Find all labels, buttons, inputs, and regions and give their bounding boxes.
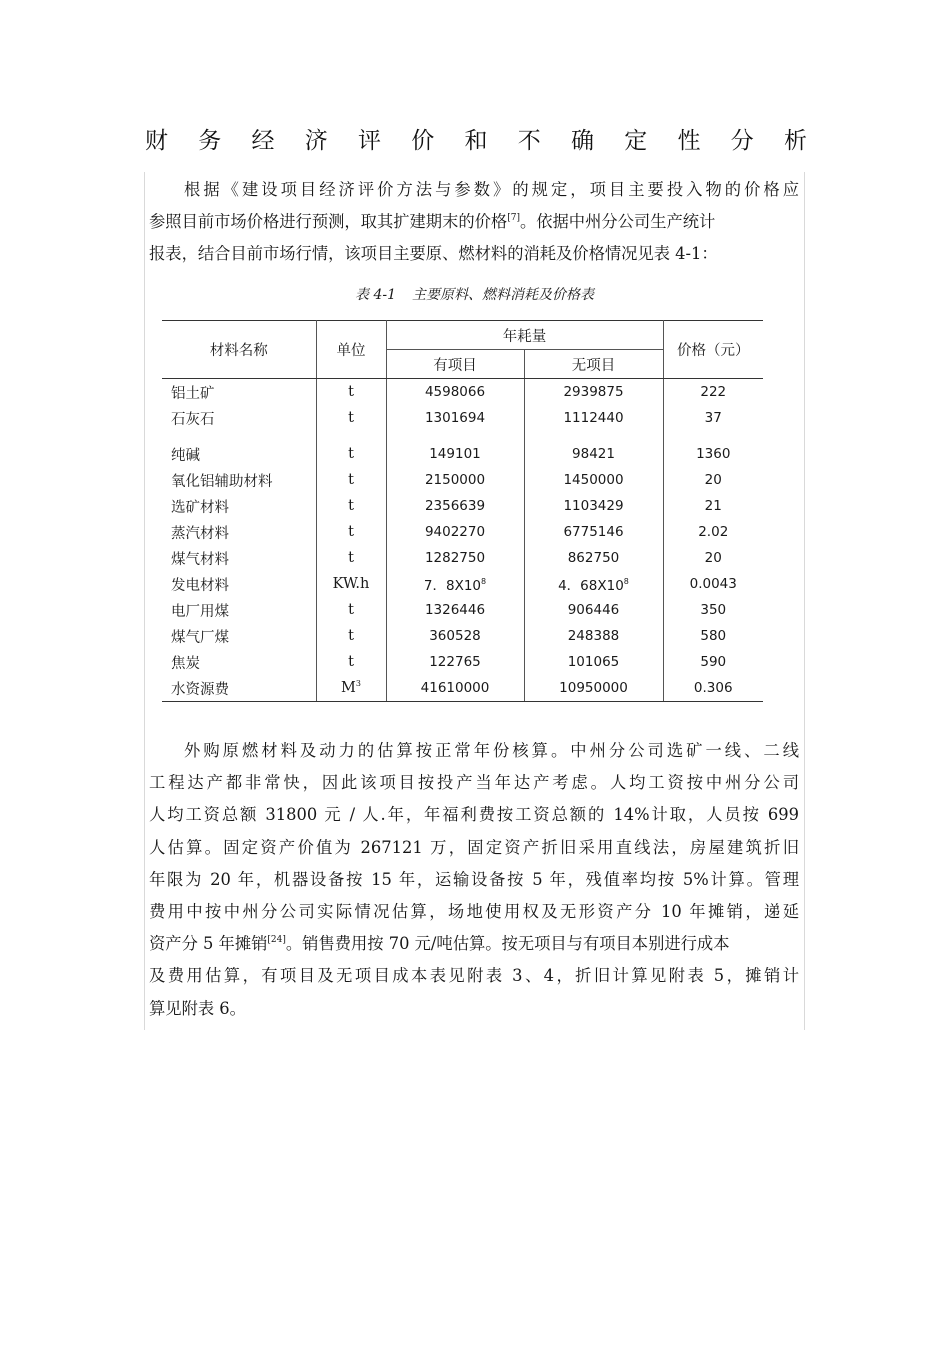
cell-name: 纯碱: [162, 441, 316, 467]
paragraph-line: [149, 799, 799, 831]
table-row: [162, 405, 763, 431]
cell-without: 6775146: [524, 519, 663, 545]
table-row: [162, 675, 763, 702]
table-row: [162, 571, 763, 597]
cell-name: 铝土矿: [162, 379, 316, 406]
paragraph-line: [149, 735, 799, 767]
cell-unit: t: [316, 597, 386, 623]
cell-without: 1112440: [524, 405, 663, 431]
cell-with: 2150000: [386, 467, 524, 493]
cell-price: 350: [700, 602, 727, 618]
cell-with: 122765: [386, 649, 524, 675]
table-number: 表 4-1: [355, 287, 396, 303]
paragraph-line: [149, 832, 799, 864]
paragraph-line: [149, 206, 799, 238]
line-text: 人均工资总额 31800 元 / 人.年，年福利费按工资总额的 14%计取，人员按 699: [149, 805, 799, 825]
table-row: [162, 597, 763, 623]
cell-name: 焦炭: [162, 649, 316, 675]
line-text: 外购原燃材料及动力的估算按正常年份核算。中州分公司选矿一线、二线: [181, 741, 799, 760]
line-text: 及费用估算，有项目及无项目成本表见附表 3、4，折旧计算见附表 5，摊销计: [149, 966, 799, 986]
title-char: 确: [571, 128, 594, 154]
col-header-name: 材料名称: [162, 321, 316, 379]
cell-unit: t: [316, 493, 386, 519]
table-row: [162, 623, 763, 649]
cell-price: 37: [704, 410, 722, 426]
line-text: 算见附表 6。: [149, 998, 246, 1018]
cell-without: [524, 571, 663, 597]
cell-unit: t: [316, 441, 386, 467]
intro-paragraph: [149, 174, 799, 271]
cell-with: 1301694: [386, 405, 524, 431]
value-base: 7．8X10: [423, 578, 481, 594]
cell-name: 石灰石: [162, 405, 316, 431]
value-exponent: 8: [481, 577, 487, 586]
cell-with: 1326446: [386, 597, 524, 623]
cell-price: 590: [700, 654, 727, 670]
unit-base: M: [341, 680, 356, 696]
line-text: 年限为 20 年，机器设备按 15 年，运输设备按 5 年，残值率均按 5%计算。管理: [149, 869, 799, 889]
cell-without: 98421: [524, 441, 663, 467]
title-char: 分: [730, 128, 754, 154]
cell-price: 20: [704, 550, 722, 566]
table-row: [162, 493, 763, 519]
cell-unit: t: [316, 467, 386, 493]
paragraph-line: [149, 174, 799, 206]
cell-unit: t: [316, 545, 386, 571]
unit-exponent: 3: [355, 679, 361, 688]
title-char: 性: [677, 128, 701, 154]
table-title: 主要原料、燃料消耗及价格表: [412, 287, 594, 303]
cell-price: 20: [704, 472, 722, 488]
value-exponent: 8: [623, 577, 629, 586]
paragraph-line: [149, 767, 799, 799]
page-title: [145, 126, 807, 156]
cell-name: 选矿材料: [162, 493, 316, 519]
line-text: 根据《建设项目经济评价方法与参数》的规定，项目主要投入物的价格应: [181, 180, 799, 199]
cell-unit: t: [316, 405, 386, 431]
paragraph-line: [149, 896, 799, 928]
cell-name: 电厂用煤: [162, 597, 316, 623]
paragraph-line: [149, 993, 799, 1025]
cell-with: [386, 571, 524, 597]
cell-without: 862750: [524, 545, 663, 571]
cell-with: 360528: [386, 623, 524, 649]
table-row: [162, 379, 763, 406]
paragraph-line: [149, 928, 799, 960]
citation-ref: [24]: [267, 935, 286, 946]
paragraph-line: [149, 864, 799, 896]
paragraph-line: [149, 238, 799, 270]
paragraph-line: [149, 960, 799, 992]
cell-without: 906446: [524, 597, 663, 623]
cell-name: 氧化铝辅助材料: [162, 467, 316, 493]
cell-with: 2356639: [386, 493, 524, 519]
line-text: 费用中按中州分公司实际情况估算，场地使用权及无形资产分 10 年摊销，递延: [149, 901, 799, 921]
cell-name: 蒸汽材料: [162, 519, 316, 545]
title-char: 定: [624, 128, 648, 154]
header-row: [162, 321, 763, 350]
col-header-consumption: 年耗量: [386, 321, 663, 350]
cell-with: 9402270: [386, 519, 524, 545]
cell-price: 0.0043: [689, 576, 737, 592]
cell-with: 4598066: [386, 379, 524, 406]
cell-price: 1360: [696, 446, 731, 462]
table-row: [162, 545, 763, 571]
line-text: 报表，结合目前市场行情，该项目主要原、燃材料的消耗及价格情况见表 4-1：: [149, 244, 718, 264]
title-char: 济: [304, 128, 328, 154]
spacer-row: [162, 431, 763, 441]
cell-name: 煤气材料: [162, 545, 316, 571]
body-paragraph: [149, 735, 799, 1025]
col-header-price: 价格（元）: [663, 321, 763, 379]
title-char: 价: [411, 128, 435, 154]
cell-unit: [316, 675, 386, 702]
cell-name: 发电材料: [162, 571, 316, 597]
table-row: [162, 649, 763, 675]
cell-without: 2939875: [524, 379, 663, 406]
title-char: 和: [464, 128, 488, 154]
cell-name: 水资源费: [162, 675, 316, 702]
line-text: 人估算。固定资产价值为 267121 万，固定资产折旧采用直线法，房屋建筑折旧: [149, 837, 799, 857]
table-caption: [145, 284, 804, 306]
value-base: 4．68X10: [558, 578, 624, 594]
cell-price: 580: [700, 628, 727, 644]
cell-price: 2.02: [698, 524, 729, 540]
line-text: 参照目前市场价格进行预测，取其扩建期末的价格: [149, 212, 508, 232]
cell-price: 222: [700, 384, 727, 400]
cell-price: 21: [704, 498, 722, 514]
line-text: 工程达产都非常快，因此该项目按投产当年达产考虑。人均工资按中州分公司: [149, 773, 799, 793]
cell-unit: t: [316, 379, 386, 406]
cell-without: 1450000: [524, 467, 663, 493]
cell-unit: t: [316, 519, 386, 545]
cell-with: 41610000: [386, 675, 524, 702]
title-char: 评: [358, 128, 381, 154]
citation-ref: [7]: [507, 213, 520, 224]
cell-without: 101065: [524, 649, 663, 675]
table-row: [162, 519, 763, 545]
title-char: 务: [198, 128, 222, 154]
cell-without: 248388: [524, 623, 663, 649]
cell-name: 煤气厂煤: [162, 623, 316, 649]
scanned-page: [144, 172, 805, 1030]
title-char: 不: [517, 128, 541, 154]
table-row: [162, 467, 763, 493]
line-text: 。依据中州分公司生产统计: [519, 212, 716, 232]
title-char: 析: [784, 128, 807, 154]
table-row: [162, 441, 763, 467]
cell-without: 10950000: [524, 675, 663, 702]
col-header-unit: 单位: [316, 321, 386, 379]
title-char: 财: [145, 128, 168, 154]
col-header-with: 有项目: [386, 350, 524, 379]
cell-unit: t: [316, 649, 386, 675]
materials-table: [162, 320, 763, 702]
cell-unit: KW.h: [316, 571, 386, 597]
line-text: 资产分 5 年摊销: [149, 934, 268, 954]
cell-with: 149101: [386, 441, 524, 467]
line-text: 。销售费用按 70 元/吨估算。按无项目与有项目本别进行成本: [285, 934, 730, 954]
col-header-without: 无项目: [524, 350, 663, 379]
cell-with: 1282750: [386, 545, 524, 571]
cell-without: 1103429: [524, 493, 663, 519]
title-char: 经: [251, 128, 275, 154]
cell-unit: t: [316, 623, 386, 649]
cell-price: 0.306: [663, 675, 763, 702]
